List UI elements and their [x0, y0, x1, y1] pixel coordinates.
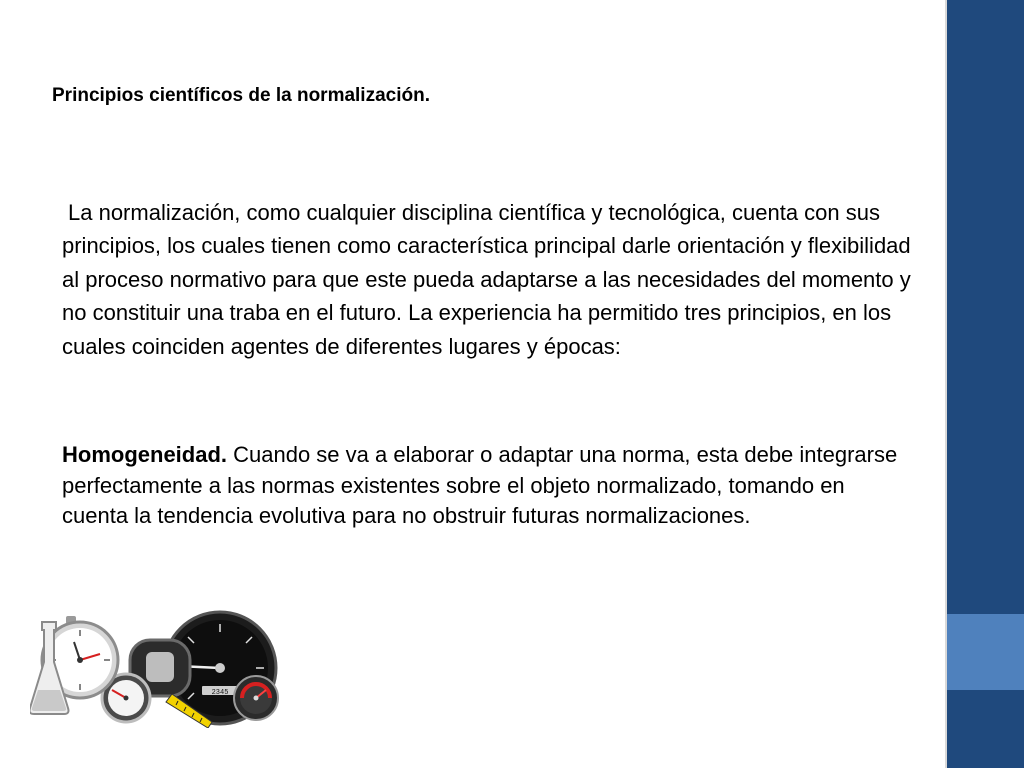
decorative-sidebar [947, 0, 1024, 768]
principle-description: Cuando se va a elaborar o adaptar una norma, esta debe integrarse perfectamente a las normas existentes sobre el objeto normalizado, tomando en cuenta la tendencia evolutiva para no obstruir futuras normalizaciones. [62, 442, 898, 528]
svg-text:2345: 2345 [211, 689, 229, 697]
intro-paragraph-text: La normalización, como cualquier disciplina científica y tecnológica, cuenta con sus principios, los cuales tienen como característica principal darle orientación y flexibilidad al proceso normativo para que este pueda adaptarse a las necesidades del momento y no constituir una traba en el futuro. La experiencia ha permitido tres principios, en los cuales coinciden agentes de diferentes lugares y épocas: [62, 200, 911, 359]
slide-title: Principios científicos de la normalización. [52, 85, 430, 106]
sidebar-accent-band [947, 614, 1024, 690]
gauge-icon [234, 676, 278, 720]
measurement-instruments-illustration [30, 610, 280, 728]
principle-homogeneidad [62, 440, 912, 532]
intro-paragraph [62, 196, 922, 363]
principle-term: Homogeneidad. [62, 442, 228, 467]
